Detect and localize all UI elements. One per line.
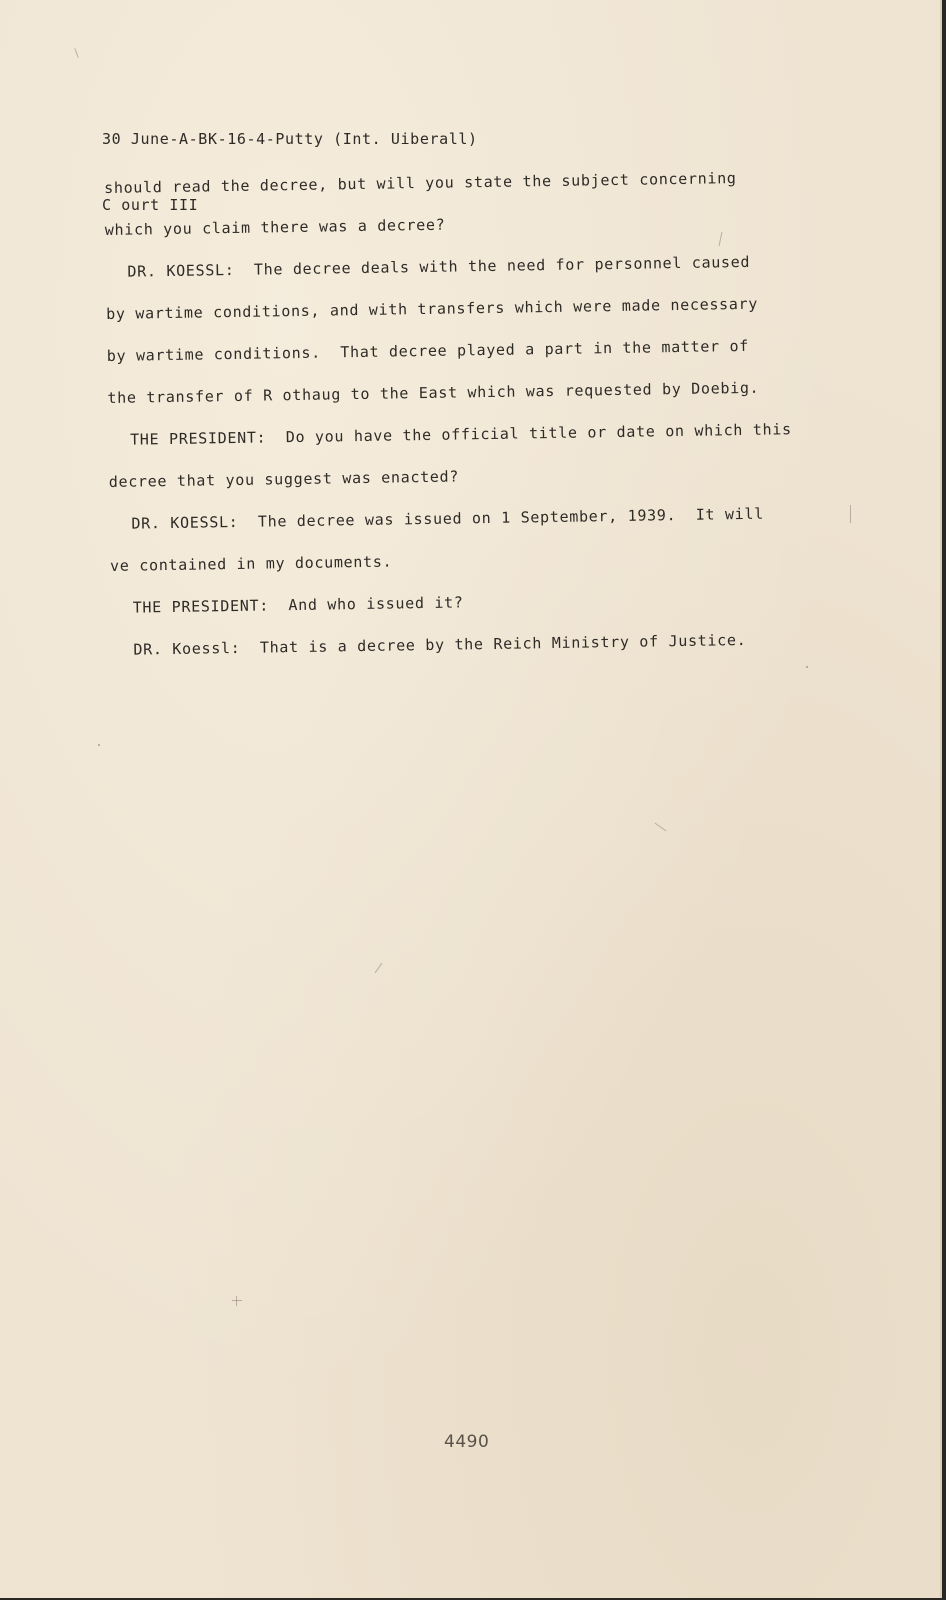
- paper-mark: [98, 744, 100, 746]
- paper-mark: [806, 666, 808, 668]
- transcript-line-11: THE PRESIDENT: And who issued it?: [132, 593, 464, 617]
- transcript-line-3: DR. KOESSL: The decree deals with the need for personnel caused: [127, 252, 751, 281]
- header-session-line: 30 June-A-BK-16-4-Putty (Int. Uiberall): [102, 130, 478, 148]
- paper-mark: [719, 232, 723, 246]
- transcript-line-1: should read the decree, but will you state the subject concerning: [104, 169, 737, 197]
- paper-mark: [74, 48, 78, 58]
- header-court-line: C ourt III: [102, 196, 199, 214]
- page-number: 4490: [444, 1432, 490, 1452]
- transcript-line-8: decree that you suggest was enacted?: [108, 467, 460, 491]
- paper-mark: [375, 963, 383, 973]
- transcript-line-9: DR. KOESSL: The decree was issued on 1 September, 1939. It will: [131, 504, 764, 533]
- transcript-line-10: ve contained in my documents.: [109, 552, 393, 575]
- paper-mark: [850, 505, 851, 523]
- transcript-line-7: THE PRESIDENT: Do you have the official title or date on which this: [129, 420, 792, 449]
- paper-mark: [232, 1300, 242, 1301]
- paper-mark: [236, 1296, 237, 1306]
- transcript-line-12: DR. Koessl: That is a decree by the Reich Ministry of Justice.: [133, 630, 747, 659]
- transcript-line-2: which you claim there was a decree?: [104, 215, 446, 239]
- transcript-line-6: the transfer of R othaug to the East which was requested by Doebig.: [107, 378, 760, 407]
- paper-mark: [654, 823, 666, 832]
- transcript-line-5: by wartime conditions. That decree played a part in the matter of: [106, 336, 750, 365]
- transcript-line-4: by wartime conditions, and with transfers which were made necessary: [105, 294, 759, 323]
